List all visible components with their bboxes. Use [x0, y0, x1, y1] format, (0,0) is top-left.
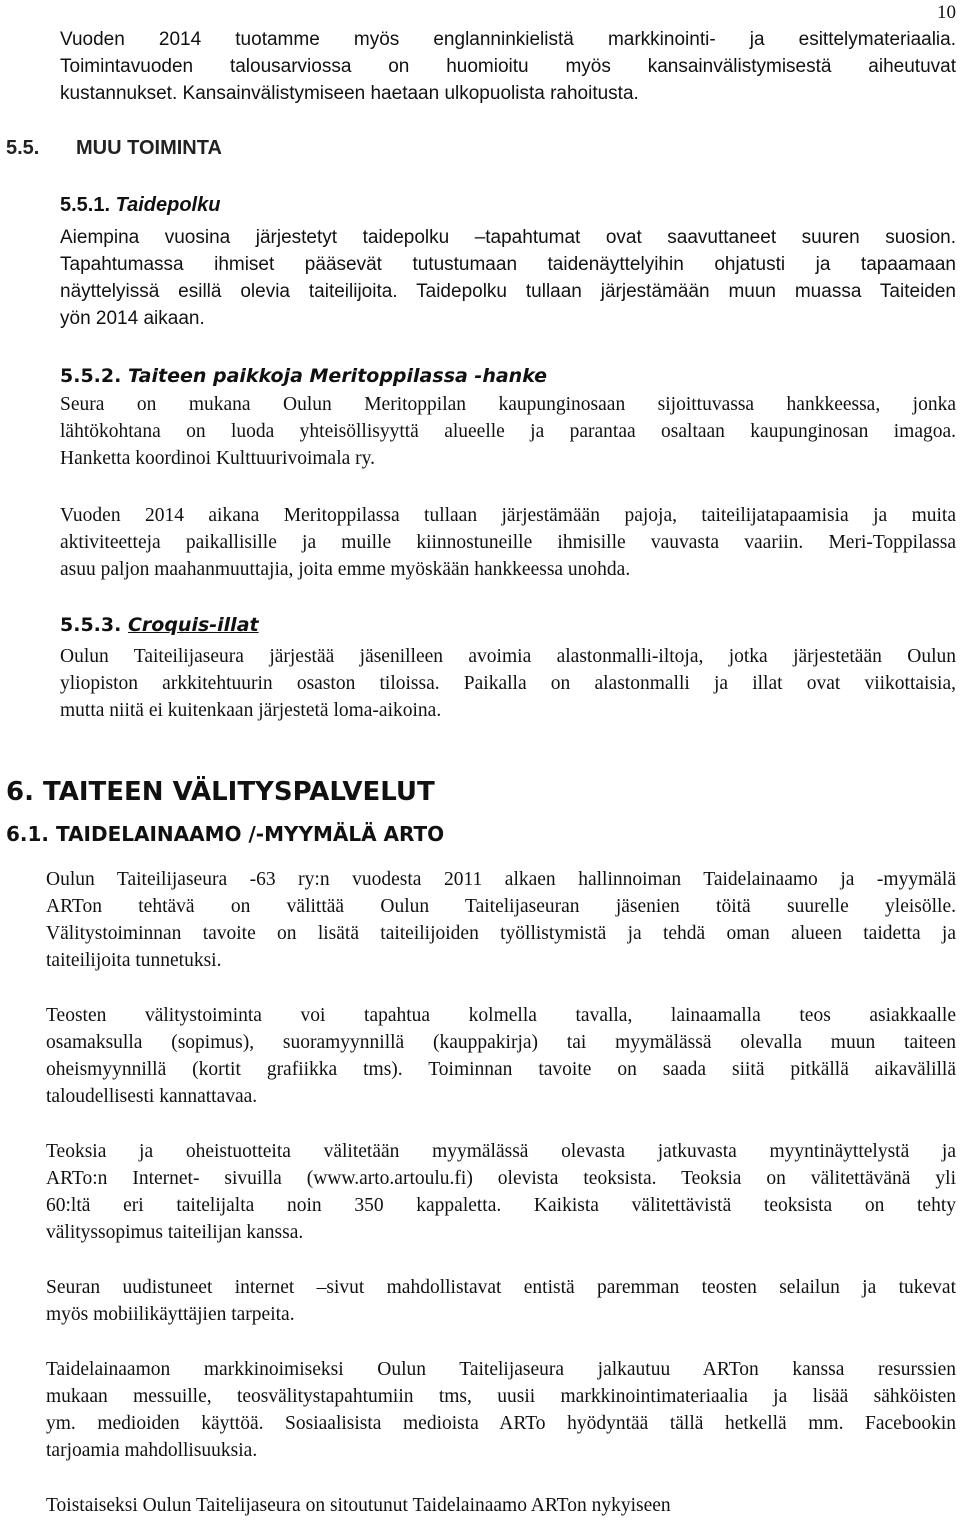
subsection-heading-5-5-2 — [60, 365, 547, 387]
text-line: ARTo:n Internet- sivuilla (www.arto.artoulu.fi) olevista teoksista. Teoksia on välitettävänä yli — [46, 1168, 956, 1189]
subsection-number: 5.5.3. — [60, 614, 122, 636]
section-heading-6-1: 6.1. TAIDELAINAAMO /-MYYMÄLÄ ARTO — [6, 822, 445, 846]
subsection-title: Taiteen paikkoja Meritoppilassa -hanke — [127, 365, 548, 387]
text-line: Vuoden 2014 aikana Meritoppilassa tullaan järjestämään pajoja, taiteilijatapaamisia ja muita — [60, 505, 956, 526]
text-line: Välitystoiminnan tavoite on lisätä taiteilijoiden työllistymistä ja tehdä oman alueen taidetta ja — [46, 923, 956, 944]
text-line: välityssopimus taiteilijan kanssa. — [46, 1222, 304, 1243]
text-line: asuu paljon maahanmuuttajia, joita emme myöskään hankkeessa unohda. — [60, 559, 631, 580]
text-line: yön 2014 aikaan. — [60, 308, 205, 329]
text-line: Tapahtumassa ihmiset pääsevät tutustumaan taidenäyttelyihin ohjatusti ja tapaamaan — [60, 254, 956, 275]
text-line: osamaksulla (sopimus), suoramyynnillä (kauppakirja) tai myymälässä olevalla muun taiteen — [46, 1032, 956, 1053]
subsection-heading-5-5-1 — [60, 194, 220, 217]
subsection-heading-5-5-3 — [60, 614, 259, 636]
taidepolku-paragraph — [60, 224, 956, 332]
text-line: Taidelainaamon markkinoimiseksi Oulun Taitelijaseura jalkautuu ARTon kanssa resurssien — [46, 1359, 956, 1380]
text-line: Hanketta koordinoi Kulttuurivoimala ry. — [60, 448, 375, 469]
subsection-title: Croquis-illat — [127, 614, 259, 636]
text-line: taloudellisesti kannattavaa. — [46, 1086, 258, 1107]
section-number: 5.5. — [6, 137, 40, 159]
section-heading-5-5 — [6, 137, 222, 160]
text-line: yliopiston arkkitehtuurin osaston tiloissa. Paikalla on alastonmalli ja illat ovat viikottaisia, — [60, 673, 956, 694]
section-title: MUU TOIMINTA — [76, 137, 222, 159]
subsection-number: 5.5.1. — [60, 194, 111, 216]
subsection-title: Taidepolku — [115, 194, 221, 216]
text-line: lähtökohtana on luoda yhteisöllisyyttä alueelle ja parantaa osaltaan kaupunginosan imagoa. — [60, 421, 956, 442]
page-number: 10 — [937, 2, 956, 23]
intro-paragraph — [60, 26, 956, 107]
text-line: myös mobiilikäyttäjien tarpeita. — [46, 1304, 295, 1325]
text-line: mukaan messuille, teosvälitystapahtumiin tms, uusii markkinointimateriaalia ja lisää sähköisten — [46, 1386, 956, 1407]
text-line: taiteilijoita tunnetuksi. — [46, 950, 222, 971]
text-line: Vuoden 2014 tuotamme myös englanninkielistä markkinointi- ja esittelymateriaalia. — [60, 29, 956, 50]
arto-paragraph-2 — [46, 1002, 956, 1110]
text-line: 60:ltä eri taitelijalta noin 350 kappaletta. Kaikista välitettävistä teoksista on tehty — [46, 1195, 956, 1216]
text-line: Toistaiseksi Oulun Taitelijaseura on sitoutunut Taidelainaamo ARTon nykyiseen — [46, 1495, 671, 1516]
text-line: kustannukset. Kansainvälistymiseen haetaan ulkopuolista rahoitusta. — [60, 83, 639, 104]
meritoppila-paragraph-1 — [60, 391, 956, 472]
text-line: Teoksia ja oheistuotteita välitetään myymälässä olevasta jatkuvasta myyntinäyttelystä ja — [46, 1141, 956, 1162]
arto-paragraph-4 — [46, 1274, 956, 1328]
arto-paragraph-5 — [46, 1356, 956, 1464]
subsection-number: 5.5.2. — [60, 365, 122, 387]
text-line: Seuran uudistuneet internet –sivut mahdollistavat entistä paremman teosten selailun ja tukevat — [46, 1277, 956, 1298]
text-line: Oulun Taiteilijaseura -63 ry:n vuodesta 2011 alkaen hallinnoiman Taidelainaamo ja -myymälä — [46, 869, 956, 890]
text-line: näyttelyissä esillä olevia taiteilijoita. Taidepolku tullaan järjestämään muun muassa Taiteiden — [60, 281, 956, 302]
meritoppila-paragraph-2 — [60, 502, 956, 583]
text-line: mutta niitä ei kuitenkaan järjestetä loma-aikoina. — [60, 700, 442, 721]
arto-paragraph-3 — [46, 1138, 956, 1246]
text-line: Oulun Taiteilijaseura järjestää jäsenilleen avoimia alastonmalli-iltoja, jotka järjestetään Oulun — [60, 646, 956, 667]
text-line: Toimintavuoden talousarviossa on huomioitu myös kansainvälistymisestä aiheutuvat — [60, 56, 956, 77]
chapter-heading-6: 6. TAITEEN VÄLITYSPALVELUT — [6, 777, 435, 807]
arto-paragraph-1 — [46, 866, 956, 974]
text-line: ARTon tehtävä on välittää Oulun Taitelijaseuran jäsenien töitä suurelle yleisölle. — [46, 896, 956, 917]
croquis-paragraph — [60, 643, 956, 724]
text-line: Seura on mukana Oulun Meritoppilan kaupunginosaan sijoittuvassa hankkeessa, jonka — [60, 394, 956, 415]
text-line: ym. medioiden käyttöä. Sosiaalisista medioista ARTo hyödyntää tällä hetkellä mm. Facebookin — [46, 1413, 956, 1434]
text-line: Aiempina vuosina järjestetyt taidepolku –tapahtumat ovat saavuttaneet suuren suosion. — [60, 227, 956, 248]
arto-paragraph-6 — [46, 1492, 956, 1519]
text-line: Teosten välitystoiminta voi tapahtua kolmella tavalla, lainaamalla teos asiakkaalle — [46, 1005, 956, 1026]
text-line: tarjoamia mahdollisuuksia. — [46, 1440, 258, 1461]
text-line: aktiviteetteja paikallisille ja muille kiinnostuneille ihmisille vauvasta vaariin. Meri-Toppilassa — [60, 532, 956, 553]
text-line: oheismyynnillä (kortit grafiikka tms). Toiminnan tavoite on saada siitä pitkällä aikavälillä — [46, 1059, 956, 1080]
